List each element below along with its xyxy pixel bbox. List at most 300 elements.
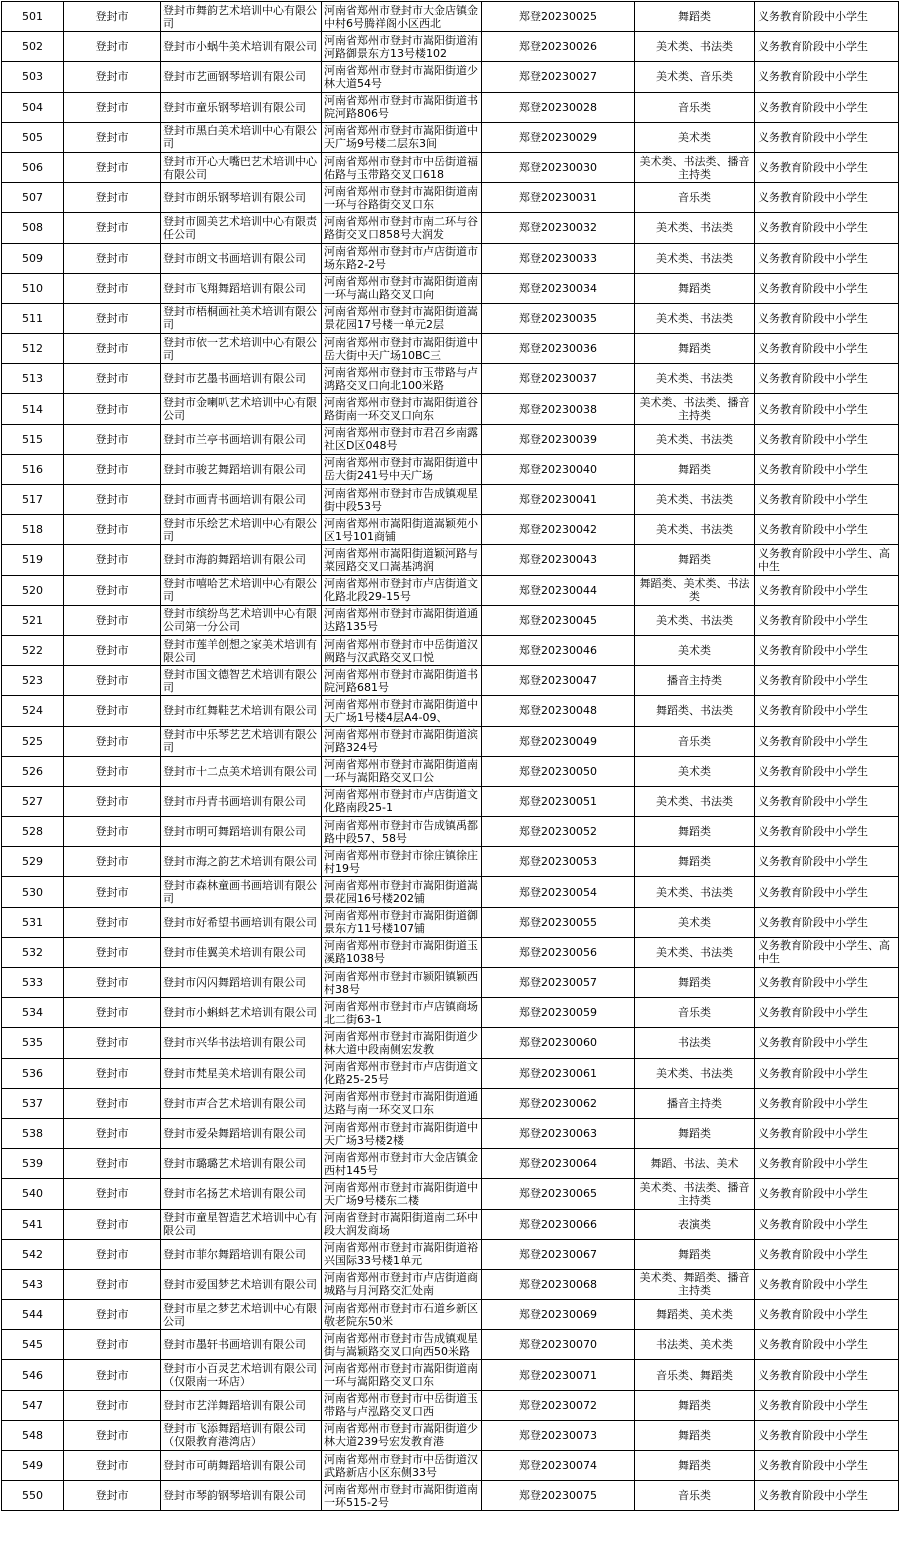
target-students-cell: 义务教育阶段中小学生	[755, 1390, 899, 1420]
category-cell: 美术类、书法类	[635, 485, 755, 515]
registration-code-cell: 郑登20230042	[482, 515, 635, 545]
registration-code-cell: 郑登20230060	[482, 1028, 635, 1058]
address-cell: 河南省郑州市登封市嵩阳街道洧河路御景东方13号楼102	[322, 32, 482, 62]
target-students-cell: 义务教育阶段中小学生	[755, 786, 899, 816]
address-cell: 河南省郑州市登封市告成镇禹都路中段57、58号	[322, 817, 482, 847]
institution-name-cell: 登封市朗乐钢琴培训有限公司	[161, 183, 322, 213]
row-number-cell: 541	[2, 1209, 64, 1239]
target-students-cell: 义务教育阶段中小学生	[755, 1300, 899, 1330]
category-cell: 美术类、书法类	[635, 303, 755, 333]
city-cell: 登封市	[64, 1209, 161, 1239]
city-cell: 登封市	[64, 998, 161, 1028]
category-cell: 舞蹈类、美术类、书法类	[635, 575, 755, 605]
registration-code-cell: 郑登20230050	[482, 756, 635, 786]
target-students-cell: 义务教育阶段中小学生	[755, 635, 899, 665]
category-cell: 美术类、书法类	[635, 32, 755, 62]
row-number-cell: 538	[2, 1118, 64, 1148]
city-cell: 登封市	[64, 1420, 161, 1450]
registration-code-cell: 郑登20230074	[482, 1451, 635, 1481]
city-cell: 登封市	[64, 907, 161, 937]
category-cell: 美术类	[635, 635, 755, 665]
address-cell: 河南省郑州市登封市石道乡新区敬老院东50米	[322, 1300, 482, 1330]
address-cell: 河南省郑州市登封市徐庄镇徐庄村19号	[322, 847, 482, 877]
registration-code-cell: 郑登20230038	[482, 394, 635, 424]
institution-name-cell: 登封市梧桐画社美术培训有限公司	[161, 303, 322, 333]
institution-name-cell: 登封市童乐钢琴培训有限公司	[161, 92, 322, 122]
table-row	[2, 394, 899, 424]
table-row	[2, 575, 899, 605]
target-students-cell: 义务教育阶段中小学生	[755, 998, 899, 1028]
address-cell: 河南省郑州市登封市嵩阳街道南一环与嵩山路交叉口向	[322, 273, 482, 303]
table-row	[2, 243, 899, 273]
target-students-cell: 义务教育阶段中小学生	[755, 92, 899, 122]
institution-name-cell: 登封市黑白美术培训中心有限公司	[161, 122, 322, 152]
category-cell: 美术类、书法类	[635, 213, 755, 243]
category-cell: 美术类、书法类	[635, 877, 755, 907]
table-row	[2, 635, 899, 665]
registration-code-cell: 郑登20230043	[482, 545, 635, 575]
row-number-cell: 533	[2, 968, 64, 998]
target-students-cell: 义务教育阶段中小学生	[755, 1088, 899, 1118]
row-number-cell: 505	[2, 122, 64, 152]
address-cell: 河南省郑州市登封市玉带路与卢鸿路交叉口向北100米路	[322, 364, 482, 394]
address-cell: 河南省郑州市登封市大金店镇金西村145号	[322, 1149, 482, 1179]
category-cell: 美术类	[635, 756, 755, 786]
table-row	[2, 907, 899, 937]
table-row	[2, 666, 899, 696]
row-number-cell: 537	[2, 1088, 64, 1118]
row-number-cell: 516	[2, 454, 64, 484]
city-cell: 登封市	[64, 454, 161, 484]
city-cell: 登封市	[64, 1058, 161, 1088]
target-students-cell: 义务教育阶段中小学生	[755, 968, 899, 998]
registration-code-cell: 郑登20230044	[482, 575, 635, 605]
registration-code-cell: 郑登20230040	[482, 454, 635, 484]
city-cell: 登封市	[64, 152, 161, 182]
city-cell: 登封市	[64, 424, 161, 454]
address-cell: 河南省郑州市嵩阳街道嵩颖苑小区1号101商铺	[322, 515, 482, 545]
institution-name-cell: 登封市爱国梦艺术培训有限公司	[161, 1269, 322, 1299]
institution-name-cell: 登封市朗文书画培训有限公司	[161, 243, 322, 273]
address-cell: 河南省郑州市登封市中岳街道玉带路与卢泓路交叉口西	[322, 1390, 482, 1420]
city-cell: 登封市	[64, 635, 161, 665]
address-cell: 河南省郑州市登封市中岳街道福佑路与玉带路交叉口618	[322, 152, 482, 182]
row-number-cell: 511	[2, 303, 64, 333]
target-students-cell: 义务教育阶段中小学生	[755, 1360, 899, 1390]
target-students-cell: 义务教育阶段中小学生	[755, 1451, 899, 1481]
city-cell: 登封市	[64, 877, 161, 907]
target-students-cell: 义务教育阶段中小学生	[755, 817, 899, 847]
city-cell: 登封市	[64, 2, 161, 32]
table-row	[2, 1300, 899, 1330]
address-cell: 河南省郑州市登封市卢店街道市场东路2-2号	[322, 243, 482, 273]
row-number-cell: 504	[2, 92, 64, 122]
registration-code-cell: 郑登20230059	[482, 998, 635, 1028]
target-students-cell: 义务教育阶段中小学生	[755, 2, 899, 32]
address-cell: 河南省郑州市登封市卢店街道文化路25-25号	[322, 1058, 482, 1088]
registration-code-cell: 郑登20230028	[482, 92, 635, 122]
row-number-cell: 549	[2, 1451, 64, 1481]
address-cell: 河南省郑州市登封市中岳街道汉阙路与汉武路交叉口悦	[322, 635, 482, 665]
city-cell: 登封市	[64, 485, 161, 515]
category-cell: 美术类	[635, 907, 755, 937]
institution-name-cell: 登封市依一艺术培训中心有限公司	[161, 334, 322, 364]
city-cell: 登封市	[64, 1390, 161, 1420]
target-students-cell: 义务教育阶段中小学生	[755, 605, 899, 635]
category-cell: 舞蹈类	[635, 545, 755, 575]
registration-code-cell: 郑登20230041	[482, 485, 635, 515]
target-students-cell: 义务教育阶段中小学生、高中生	[755, 545, 899, 575]
table-row	[2, 1451, 899, 1481]
address-cell: 河南省郑州市登封市嵩阳街道玉溪路1038号	[322, 937, 482, 967]
address-cell: 河南省郑州市登封市嵩阳街道书院河路681号	[322, 666, 482, 696]
table-row	[2, 696, 899, 726]
row-number-cell: 520	[2, 575, 64, 605]
city-cell: 登封市	[64, 1330, 161, 1360]
category-cell: 美术类、舞蹈类、播音主持类	[635, 1269, 755, 1299]
table-row	[2, 605, 899, 635]
registration-code-cell: 郑登20230031	[482, 183, 635, 213]
institution-name-cell: 登封市乐绘艺术培训中心有限公司	[161, 515, 322, 545]
address-cell: 河南省郑州市登封市嵩阳街道中天广场9号楼二层东3间	[322, 122, 482, 152]
registration-code-cell: 郑登20230072	[482, 1390, 635, 1420]
city-cell: 登封市	[64, 1239, 161, 1269]
table-row	[2, 2, 899, 32]
institution-name-cell: 登封市小蜗牛美术培训有限公司	[161, 32, 322, 62]
registration-code-cell: 郑登20230053	[482, 847, 635, 877]
category-cell: 音乐类	[635, 92, 755, 122]
table-row	[2, 998, 899, 1028]
institution-name-cell: 登封市梵星美术培训有限公司	[161, 1058, 322, 1088]
row-number-cell: 527	[2, 786, 64, 816]
table-row	[2, 1360, 899, 1390]
city-cell: 登封市	[64, 1360, 161, 1390]
institution-name-cell: 登封市名扬艺术培训有限公司	[161, 1179, 322, 1209]
row-number-cell: 514	[2, 394, 64, 424]
city-cell: 登封市	[64, 515, 161, 545]
target-students-cell: 义务教育阶段中小学生	[755, 1058, 899, 1088]
target-students-cell: 义务教育阶段中小学生	[755, 394, 899, 424]
row-number-cell: 518	[2, 515, 64, 545]
category-cell: 美术类、书法类	[635, 1058, 755, 1088]
city-cell: 登封市	[64, 1269, 161, 1299]
registration-code-cell: 郑登20230049	[482, 726, 635, 756]
table-row	[2, 183, 899, 213]
category-cell: 书法类、美术类	[635, 1330, 755, 1360]
target-students-cell: 义务教育阶段中小学生	[755, 32, 899, 62]
city-cell: 登封市	[64, 334, 161, 364]
institution-name-cell: 登封市十二点美术培训有限公司	[161, 756, 322, 786]
row-number-cell: 547	[2, 1390, 64, 1420]
row-number-cell: 532	[2, 937, 64, 967]
category-cell: 美术类、书法类	[635, 243, 755, 273]
institution-name-cell: 登封市兴华书法培训有限公司	[161, 1028, 322, 1058]
registration-code-cell: 郑登20230029	[482, 122, 635, 152]
row-number-cell: 550	[2, 1481, 64, 1511]
address-cell: 河南省郑州市登封市嵩阳街道南一环与谷路街交叉口东	[322, 183, 482, 213]
institution-name-cell: 登封市璐璐艺术培训有限公司	[161, 1149, 322, 1179]
city-cell: 登封市	[64, 1088, 161, 1118]
institution-name-cell: 登封市琴韵钢琴培训有限公司	[161, 1481, 322, 1511]
registration-code-cell: 郑登20230027	[482, 62, 635, 92]
table-row	[2, 786, 899, 816]
address-cell: 河南省郑州市登封市嵩阳街道中岳大街241号中天广场	[322, 454, 482, 484]
registration-code-cell: 郑登20230057	[482, 968, 635, 998]
target-students-cell: 义务教育阶段中小学生	[755, 122, 899, 152]
institution-name-cell: 登封市中乐琴艺艺术培训有限公司	[161, 726, 322, 756]
row-number-cell: 545	[2, 1330, 64, 1360]
target-students-cell: 义务教育阶段中小学生	[755, 726, 899, 756]
institution-name-cell: 登封市森林童画书画培训有限公司	[161, 877, 322, 907]
city-cell: 登封市	[64, 847, 161, 877]
row-number-cell: 526	[2, 756, 64, 786]
city-cell: 登封市	[64, 1028, 161, 1058]
table-row	[2, 545, 899, 575]
institution-name-cell: 登封市明可舞蹈培训有限公司	[161, 817, 322, 847]
target-students-cell: 义务教育阶段中小学生	[755, 183, 899, 213]
target-students-cell: 义务教育阶段中小学生	[755, 696, 899, 726]
registration-code-cell: 郑登20230052	[482, 817, 635, 847]
target-students-cell: 义务教育阶段中小学生	[755, 152, 899, 182]
address-cell: 河南省郑州市登封市嵩阳街道嵩景花园16号楼202铺	[322, 877, 482, 907]
registration-code-cell: 郑登20230061	[482, 1058, 635, 1088]
registration-code-cell: 郑登20230026	[482, 32, 635, 62]
target-students-cell: 义务教育阶段中小学生	[755, 575, 899, 605]
registration-code-cell: 郑登20230025	[482, 2, 635, 32]
table-row	[2, 485, 899, 515]
category-cell: 表演类	[635, 1209, 755, 1239]
address-cell: 河南省郑州市登封市嵩阳街道书院河路806号	[322, 92, 482, 122]
registration-code-cell: 郑登20230054	[482, 877, 635, 907]
institution-table	[1, 1, 899, 1511]
institution-name-cell: 登封市金喇叭艺术培训中心有限公司	[161, 394, 322, 424]
row-number-cell: 515	[2, 424, 64, 454]
institution-name-cell: 登封市飞翔舞蹈培训有限公司	[161, 273, 322, 303]
institution-name-cell: 登封市国文德智艺术培训有限公司	[161, 666, 322, 696]
row-number-cell: 540	[2, 1179, 64, 1209]
address-cell: 河南省郑州市登封市嵩阳街道裕兴国际33号楼1单元	[322, 1239, 482, 1269]
registration-code-cell: 郑登20230051	[482, 786, 635, 816]
category-cell: 美术类、书法类、播音主持类	[635, 1179, 755, 1209]
institution-name-cell: 登封市墨轩书画培训有限公司	[161, 1330, 322, 1360]
registration-code-cell: 郑登20230063	[482, 1118, 635, 1148]
target-students-cell: 义务教育阶段中小学生	[755, 756, 899, 786]
address-cell: 河南省郑州市嵩阳街道颖河路与菜园路交叉口嵩基鸿润	[322, 545, 482, 575]
category-cell: 书法类	[635, 1028, 755, 1058]
row-number-cell: 536	[2, 1058, 64, 1088]
category-cell: 舞蹈类	[635, 1390, 755, 1420]
institution-name-cell: 登封市兰亭书画培训有限公司	[161, 424, 322, 454]
row-number-cell: 512	[2, 334, 64, 364]
row-number-cell: 530	[2, 877, 64, 907]
city-cell: 登封市	[64, 726, 161, 756]
address-cell: 河南省郑州市登封市嵩阳街道中天广场1号楼4层A4-09、	[322, 696, 482, 726]
address-cell: 河南省郑州市登封市君召乡南露社区D区048号	[322, 424, 482, 454]
institution-name-cell: 登封市菲尔舞蹈培训有限公司	[161, 1239, 322, 1269]
target-students-cell: 义务教育阶段中小学生	[755, 213, 899, 243]
target-students-cell: 义务教育阶段中小学生	[755, 1209, 899, 1239]
registration-code-cell: 郑登20230062	[482, 1088, 635, 1118]
city-cell: 登封市	[64, 183, 161, 213]
city-cell: 登封市	[64, 92, 161, 122]
category-cell: 舞蹈类	[635, 1239, 755, 1269]
category-cell: 美术类、书法类	[635, 605, 755, 635]
address-cell: 河南省郑州市登封市嵩阳街道南一环515-2号	[322, 1481, 482, 1511]
row-number-cell: 517	[2, 485, 64, 515]
category-cell: 美术类、音乐类	[635, 62, 755, 92]
registration-code-cell: 郑登20230073	[482, 1420, 635, 1450]
row-number-cell: 529	[2, 847, 64, 877]
institution-name-cell: 登封市星之梦艺术培训中心有限公司	[161, 1300, 322, 1330]
category-cell: 舞蹈类	[635, 334, 755, 364]
category-cell: 美术类、书法类	[635, 424, 755, 454]
address-cell: 河南省郑州市登封市告成镇观星街中段53号	[322, 485, 482, 515]
table-row	[2, 1179, 899, 1209]
row-number-cell: 525	[2, 726, 64, 756]
target-students-cell: 义务教育阶段中小学生	[755, 364, 899, 394]
registration-code-cell: 郑登20230036	[482, 334, 635, 364]
registration-code-cell: 郑登20230066	[482, 1209, 635, 1239]
target-students-cell: 义务教育阶段中小学生	[755, 847, 899, 877]
target-students-cell: 义务教育阶段中小学生、高中生	[755, 937, 899, 967]
registration-code-cell: 郑登20230070	[482, 1330, 635, 1360]
table-row	[2, 303, 899, 333]
registration-code-cell: 郑登20230045	[482, 605, 635, 635]
row-number-cell: 508	[2, 213, 64, 243]
address-cell: 河南省郑州市登封市嵩阳街道南一环与嵩阳路交叉口东	[322, 1360, 482, 1390]
address-cell: 河南省郑州市登封市嵩阳街道少林大道239号宏发教育港	[322, 1420, 482, 1450]
registration-code-cell: 郑登20230067	[482, 1239, 635, 1269]
row-number-cell: 513	[2, 364, 64, 394]
city-cell: 登封市	[64, 243, 161, 273]
city-cell: 登封市	[64, 364, 161, 394]
address-cell: 河南省郑州市登封市嵩阳街道嵩景花园17号楼一单元2层	[322, 303, 482, 333]
city-cell: 登封市	[64, 1451, 161, 1481]
category-cell: 音乐类	[635, 183, 755, 213]
table-row	[2, 937, 899, 967]
registration-code-cell: 郑登20230056	[482, 937, 635, 967]
table-row	[2, 1420, 899, 1450]
target-students-cell: 义务教育阶段中小学生	[755, 1118, 899, 1148]
institution-name-cell: 登封市海韵舞蹈培训有限公司	[161, 545, 322, 575]
city-cell: 登封市	[64, 575, 161, 605]
address-cell: 河南省登封市嵩阳街道南二环中段大润发商场	[322, 1209, 482, 1239]
target-students-cell: 义务教育阶段中小学生	[755, 907, 899, 937]
institution-name-cell: 登封市圆美艺术培训中心有限责任公司	[161, 213, 322, 243]
registration-code-cell: 郑登20230065	[482, 1179, 635, 1209]
table-row	[2, 273, 899, 303]
row-number-cell: 510	[2, 273, 64, 303]
row-number-cell: 539	[2, 1149, 64, 1179]
address-cell: 河南省郑州市登封市南二环与谷路街交叉口858号大润发	[322, 213, 482, 243]
address-cell: 河南省郑州市登封市嵩阳街道中天广场3号楼2楼	[322, 1118, 482, 1148]
address-cell: 河南省郑州市登封市嵩阳街道南一环与嵩阳路交叉口公	[322, 756, 482, 786]
institution-name-cell: 登封市佳翼美术培训有限公司	[161, 937, 322, 967]
institution-name-cell: 登封市闪闪舞蹈培训有限公司	[161, 968, 322, 998]
registration-code-cell: 郑登20230037	[482, 364, 635, 394]
target-students-cell: 义务教育阶段中小学生	[755, 1481, 899, 1511]
target-students-cell: 义务教育阶段中小学生	[755, 424, 899, 454]
institution-name-cell: 登封市丹青书画培训有限公司	[161, 786, 322, 816]
table-row	[2, 1028, 899, 1058]
institution-name-cell: 登封市缤纷鸟艺术培训中心有限公司第一分公司	[161, 605, 322, 635]
table-body	[2, 2, 899, 1511]
row-number-cell: 502	[2, 32, 64, 62]
institution-name-cell: 登封市小百灵艺术培训有限公司（仅限南一环店）	[161, 1360, 322, 1390]
registration-code-cell: 郑登20230055	[482, 907, 635, 937]
category-cell: 播音主持类	[635, 666, 755, 696]
target-students-cell: 义务教育阶段中小学生	[755, 334, 899, 364]
row-number-cell: 546	[2, 1360, 64, 1390]
city-cell: 登封市	[64, 62, 161, 92]
table-row	[2, 334, 899, 364]
row-number-cell: 534	[2, 998, 64, 1028]
city-cell: 登封市	[64, 1149, 161, 1179]
address-cell: 河南省郑州市登封市卢店街道文化路南段25-1	[322, 786, 482, 816]
institution-name-cell: 登封市海之韵艺术培训有限公司	[161, 847, 322, 877]
city-cell: 登封市	[64, 937, 161, 967]
city-cell: 登封市	[64, 1118, 161, 1148]
address-cell: 河南省郑州市登封市卢店街道商城路与月河路交汇处南	[322, 1269, 482, 1299]
category-cell: 美术类、书法类、播音主持类	[635, 152, 755, 182]
table-row	[2, 32, 899, 62]
target-students-cell: 义务教育阶段中小学生	[755, 1149, 899, 1179]
row-number-cell: 543	[2, 1269, 64, 1299]
table-row	[2, 877, 899, 907]
address-cell: 河南省郑州市登封市卢店镇商场北二街63-1	[322, 998, 482, 1028]
table-row	[2, 817, 899, 847]
row-number-cell: 523	[2, 666, 64, 696]
table-row	[2, 454, 899, 484]
registration-code-cell: 郑登20230032	[482, 213, 635, 243]
institution-name-cell: 登封市爱朵舞蹈培训有限公司	[161, 1118, 322, 1148]
target-students-cell: 义务教育阶段中小学生	[755, 454, 899, 484]
city-cell: 登封市	[64, 122, 161, 152]
category-cell: 舞蹈类	[635, 1451, 755, 1481]
table-row	[2, 1269, 899, 1299]
table-row	[2, 424, 899, 454]
registration-code-cell: 郑登20230034	[482, 273, 635, 303]
institution-name-cell: 登封市小蝌蚪艺术培训有限公司	[161, 998, 322, 1028]
table-row	[2, 847, 899, 877]
institution-name-cell: 登封市声合艺术培训有限公司	[161, 1088, 322, 1118]
category-cell: 美术类、书法类	[635, 937, 755, 967]
city-cell: 登封市	[64, 1179, 161, 1209]
target-students-cell: 义务教育阶段中小学生	[755, 877, 899, 907]
target-students-cell: 义务教育阶段中小学生	[755, 1028, 899, 1058]
row-number-cell: 535	[2, 1028, 64, 1058]
institution-name-cell: 登封市莲羊创想之家美术培训有限公司	[161, 635, 322, 665]
table-row	[2, 1058, 899, 1088]
target-students-cell: 义务教育阶段中小学生	[755, 1269, 899, 1299]
address-cell: 河南省郑州市登封市嵩阳街道谷路街南一环交叉口向东	[322, 394, 482, 424]
city-cell: 登封市	[64, 273, 161, 303]
institution-name-cell: 登封市可萌舞蹈培训有限公司	[161, 1451, 322, 1481]
registration-code-cell: 郑登20230068	[482, 1269, 635, 1299]
address-cell: 河南省郑州市登封市告成镇观星街与嵩颖路交叉口向西50米路	[322, 1330, 482, 1360]
table-row	[2, 1149, 899, 1179]
institution-name-cell: 登封市飞添舞蹈培训有限公司（仅限教育港湾店）	[161, 1420, 322, 1450]
institution-name-cell: 登封市艺墨书画培训有限公司	[161, 364, 322, 394]
category-cell: 美术类、书法类、播音主持类	[635, 394, 755, 424]
category-cell: 舞蹈类、书法类	[635, 696, 755, 726]
city-cell: 登封市	[64, 817, 161, 847]
address-cell: 河南省郑州市登封市嵩阳街道中天广场9号楼东二楼	[322, 1179, 482, 1209]
registration-code-cell: 郑登20230046	[482, 635, 635, 665]
target-students-cell: 义务教育阶段中小学生	[755, 1239, 899, 1269]
address-cell: 河南省郑州市登封市嵩阳街道少林大道54号	[322, 62, 482, 92]
category-cell: 舞蹈类	[635, 968, 755, 998]
